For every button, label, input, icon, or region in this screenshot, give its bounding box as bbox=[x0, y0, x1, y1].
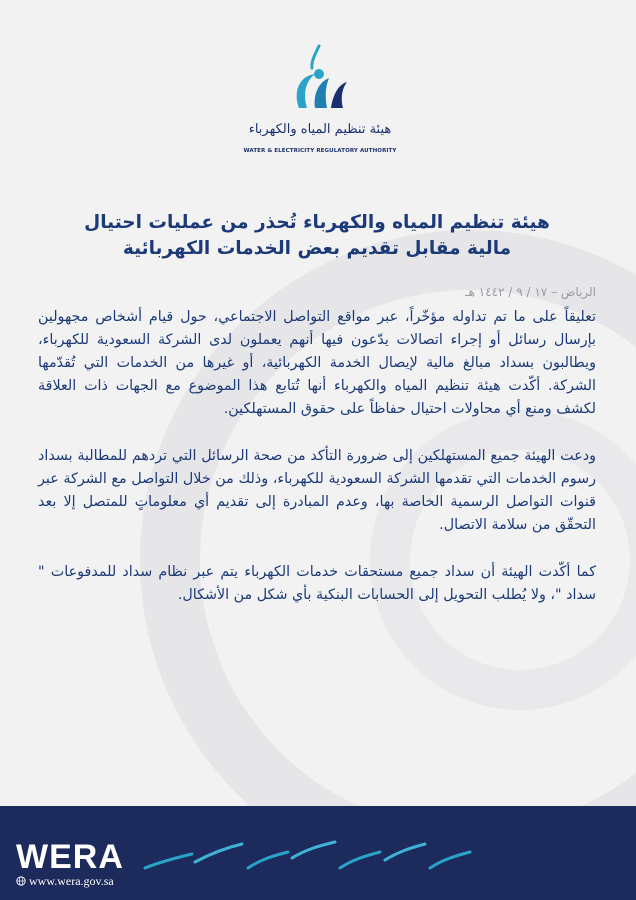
footer-wave-pattern bbox=[140, 836, 490, 876]
footer-bar bbox=[0, 806, 636, 900]
wera-logo-icon bbox=[285, 44, 355, 122]
press-release bbox=[38, 210, 596, 621]
headline-line-2: مالية مقابل تقديم بعض الخدمات الكهربائية bbox=[122, 238, 512, 259]
footer-website-text: www.wera.gov.sa bbox=[29, 874, 114, 888]
logo-english-name: WATER & ELECTRICITY REGULATORY AUTHORITY bbox=[243, 148, 397, 154]
paragraph-2: ودعت الهيئة جميع المستهلكين إلى ضرورة التأكد من صحة الرسائل التي تردهم للمطالبة بسداد رسوم الخدمات التي تقدمها الشركة السعودية للكهرباء، وذلك من خلال التواصل مع الشركة عبر قنوات التواصل الرسمية الخاصة بها، وعدم المبادرة إلى تقديم أي معلوماتٍ للمتصل إلا بعد التحقّق من سلامة الاتصال. bbox=[38, 448, 596, 533]
footer-brand: WERA bbox=[16, 838, 124, 876]
globe-icon bbox=[16, 876, 26, 886]
dateline: الرياض – ١٧ / ٩ / ١٤٤٢ هـ bbox=[465, 285, 596, 299]
footer-website[interactable] bbox=[16, 874, 114, 889]
paragraph-1: تعليقاً على ما تم تداوله مؤخّراً، عبر مواقع التواصل الاجتماعي، حول قيام أشخاص مجهولين بإرسال رسائل أو إجراء اتصالات يدّعون فيها أنهم يعملون لدى الشركة السعودية للكهرباء، ويطالبون بسداد مبالغ مالية لإيصال الخدمة الكهربائية، أو غيرها من الخدمات التي تُقدّمها الشركة. أكّدت هيئة تنظيم المياه والكهرباء أنها تُتابع هذا الموضوع مع الجهات ذات العلاقة لكشف ومنع أي محاولات احتيال حفاظاً على حقوق المستهلكين. bbox=[38, 309, 596, 417]
headline bbox=[38, 210, 596, 262]
paragraph-3: كما أكّدت الهيئة أن سداد جميع مستحقات خدمات الكهرباء يتم عبر نظام سداد للمدفوعات " سداد "، ولا يُطلب التحويل إلى الحسابات البنكية بأي شكل من الأشكال. bbox=[38, 564, 596, 603]
headline-line-1: هيئة تنظيم المياه والكهرباء تُحذر من عمليات احتيال bbox=[84, 212, 550, 233]
logo-arabic-name: هيئة تنظيم المياه والكهرباء bbox=[248, 122, 392, 137]
